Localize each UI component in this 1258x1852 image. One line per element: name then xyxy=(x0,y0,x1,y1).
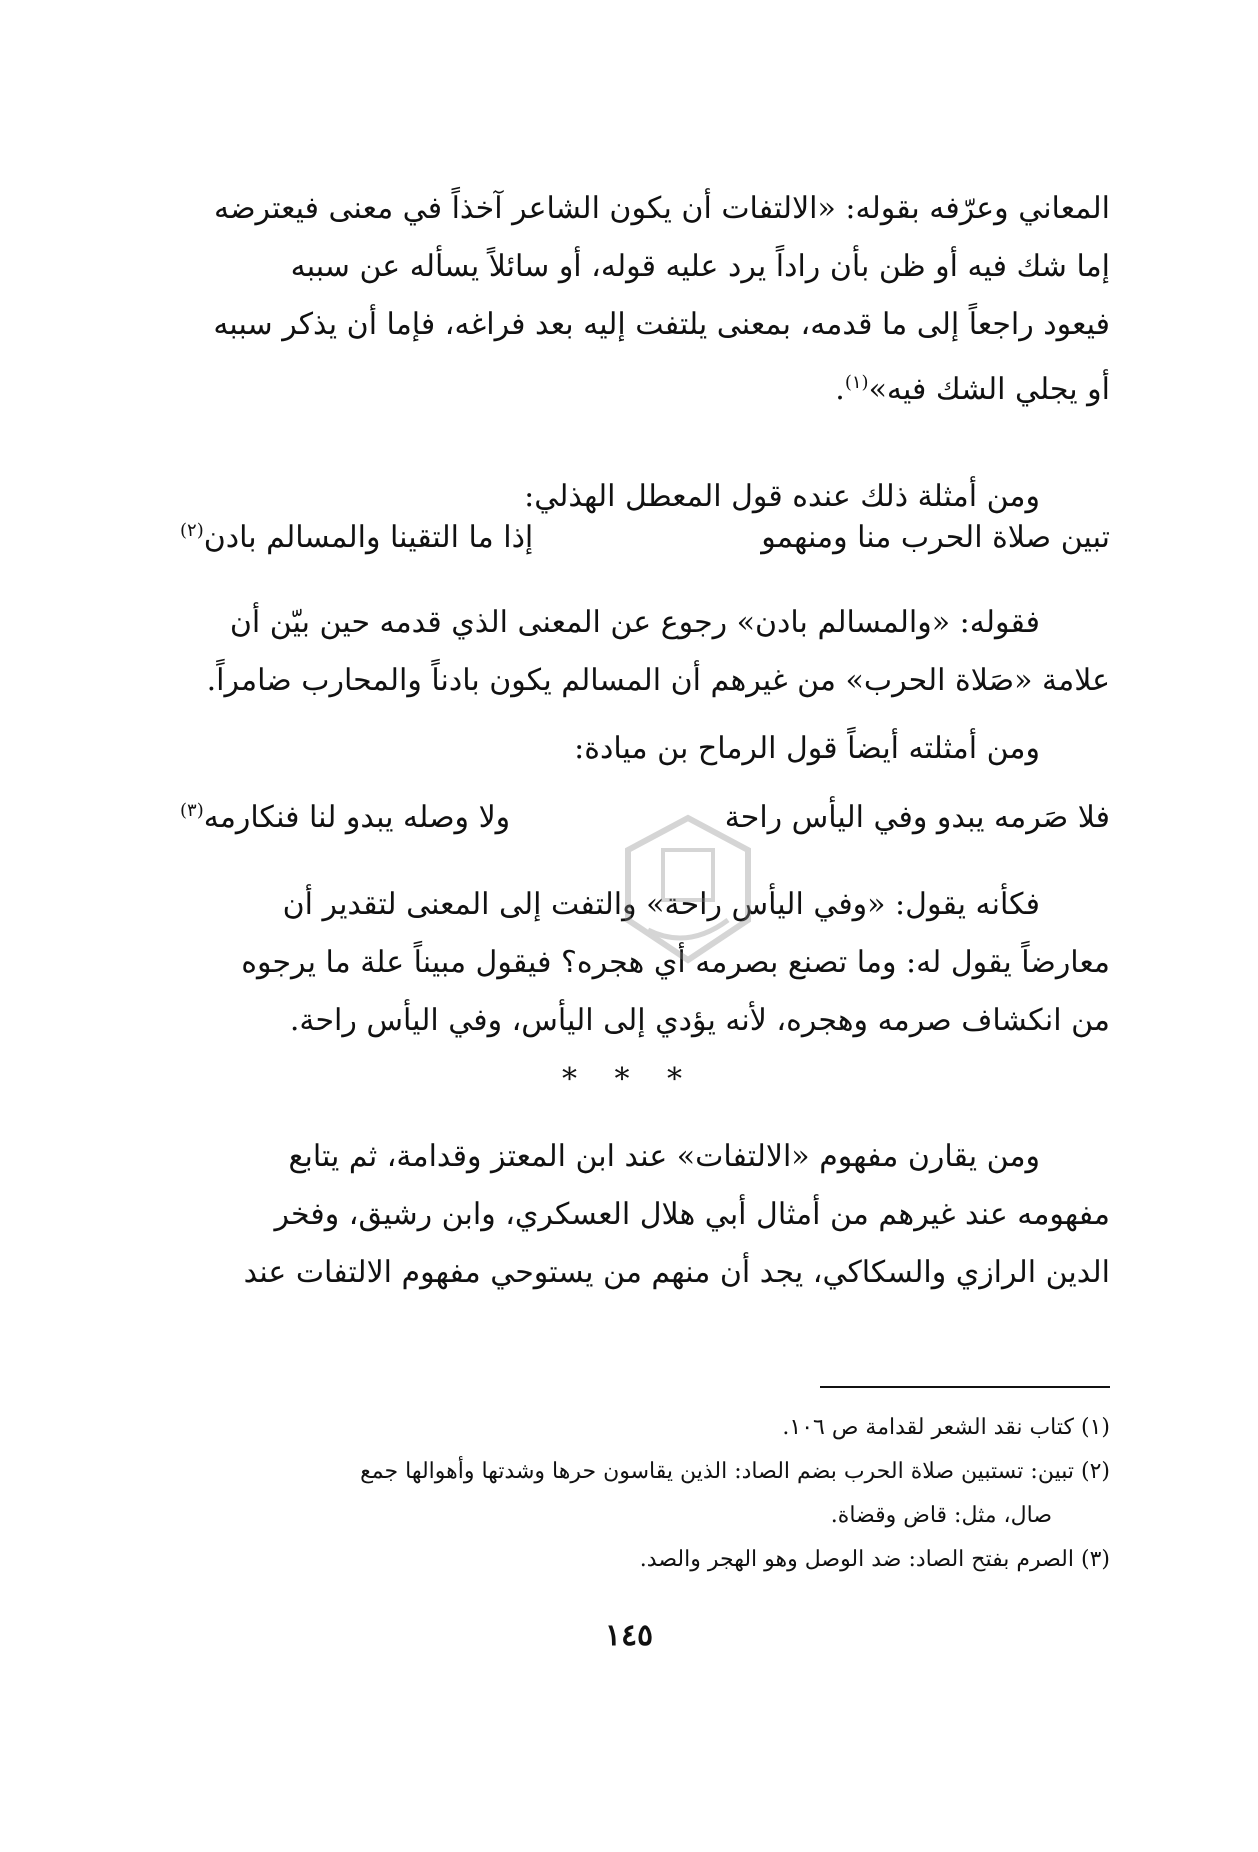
footnote: (٣) الصرم بفتح الصاد: ضد الوصل وهو الهجر والصد. xyxy=(639,1547,1110,1572)
text-line: إما شك فيه أو ظن بأن راداً يرد عليه قوله، أو سائلاً يسأله عن سببه xyxy=(290,249,1110,284)
paragraph-explanation xyxy=(180,594,1110,710)
text-line: فكأنه يقول: «وفي اليأس راحة» والتفت إلى المعنى لتقدير أن xyxy=(282,887,1040,922)
text-line: من انكشاف صرمه وهجره، لأنه يؤدي إلى اليأس، وفي اليأس راحة. xyxy=(289,1003,1110,1038)
paragraph-example-intro-2 xyxy=(180,720,1110,778)
text-line: فيعود راجعاً إلى ما قدمه، بمعنى يلتفت إليه بعد فراغه، فإما أن يذكر سببه xyxy=(213,307,1110,342)
text-line: ومن أمثلة ذلك عنده قول المعطل الهذلي: xyxy=(524,479,1040,514)
text-line: مفهومه عند غيرهم من أمثال أبي هلال العسكري، وابن رشيق، وفخر xyxy=(274,1197,1110,1232)
text-line: معارضاً يقول له: وما تصنع بصرمه أي هجره؟ فيقول مبيناً علة ما يرجوه xyxy=(241,945,1110,980)
verse-second-hemistich xyxy=(180,520,533,555)
paragraph-example-intro xyxy=(180,468,1110,526)
paragraph-definition xyxy=(180,180,1110,419)
verse-first-hemistich: فلا صَرمه يبدو وفي اليأس راحة xyxy=(724,800,1110,835)
footnotes xyxy=(180,1406,1110,1582)
text-line: ومن أمثلته أيضاً قول الرماح بن ميادة: xyxy=(574,731,1040,766)
section-separator: * * * xyxy=(561,1062,697,1097)
poetry-verse xyxy=(180,520,1110,580)
paragraph-comparison xyxy=(180,1128,1110,1302)
text-line: ومن يقارن مفهوم «الالتفات» عند ابن المعتز وقدامة، ثم يتابع xyxy=(288,1139,1040,1174)
text-line-content: أو يجلي الشك فيه» xyxy=(868,372,1110,407)
text-line: فقوله: «والمسالم بادن» رجوع عن المعنى الذي قدمه حين بيّن أن xyxy=(229,605,1040,640)
text-line: أو يجلي الشك فيه»$^{(١)}$. xyxy=(835,372,1110,407)
verse-first-hemistich: تبين صلاة الحرب منا ومنهمو xyxy=(761,520,1110,555)
text-line: علامة «صَلاة الحرب» من غيرهم أن المسالم يكون بادناً والمحارب ضامراً. xyxy=(206,663,1110,698)
verse-second-hemistich xyxy=(180,800,510,835)
footnote-reference: (٢) xyxy=(180,520,204,541)
footnote-reference: (١) xyxy=(844,372,869,393)
verse-second-hemistich-text: إذا ما التقينا والمسالم بادن xyxy=(203,520,534,555)
library-watermark-stamp xyxy=(608,810,768,970)
text-line: الدين الرازي والسكاكي، يجد أن منهم من يستوحي مفهوم الالتفات عند xyxy=(243,1255,1110,1290)
footnote-divider xyxy=(820,1386,1110,1388)
footnote: (١) كتاب نقد الشعر لقدامة ص ١٠٦. xyxy=(782,1415,1110,1440)
footnote-reference: (٣) xyxy=(180,800,204,821)
text-line: المعاني وعرّفه بقوله: «الالتفات أن يكون الشاعر آخذاً في معنى فيعترضه xyxy=(213,191,1110,226)
verse-second-hemistich-text: ولا وصله يبدو لنا فنكارمه xyxy=(203,800,511,835)
footnote: (٢) تبين: تستبين صلاة الحرب بضم الصاد: الذين يقاسون حرها وشدتها وأهوالها جمع xyxy=(360,1459,1110,1484)
footnote-continuation: صال، مثل: قاض وقضاة. xyxy=(830,1503,1052,1528)
page-number: ١٤٥ xyxy=(604,1618,654,1653)
